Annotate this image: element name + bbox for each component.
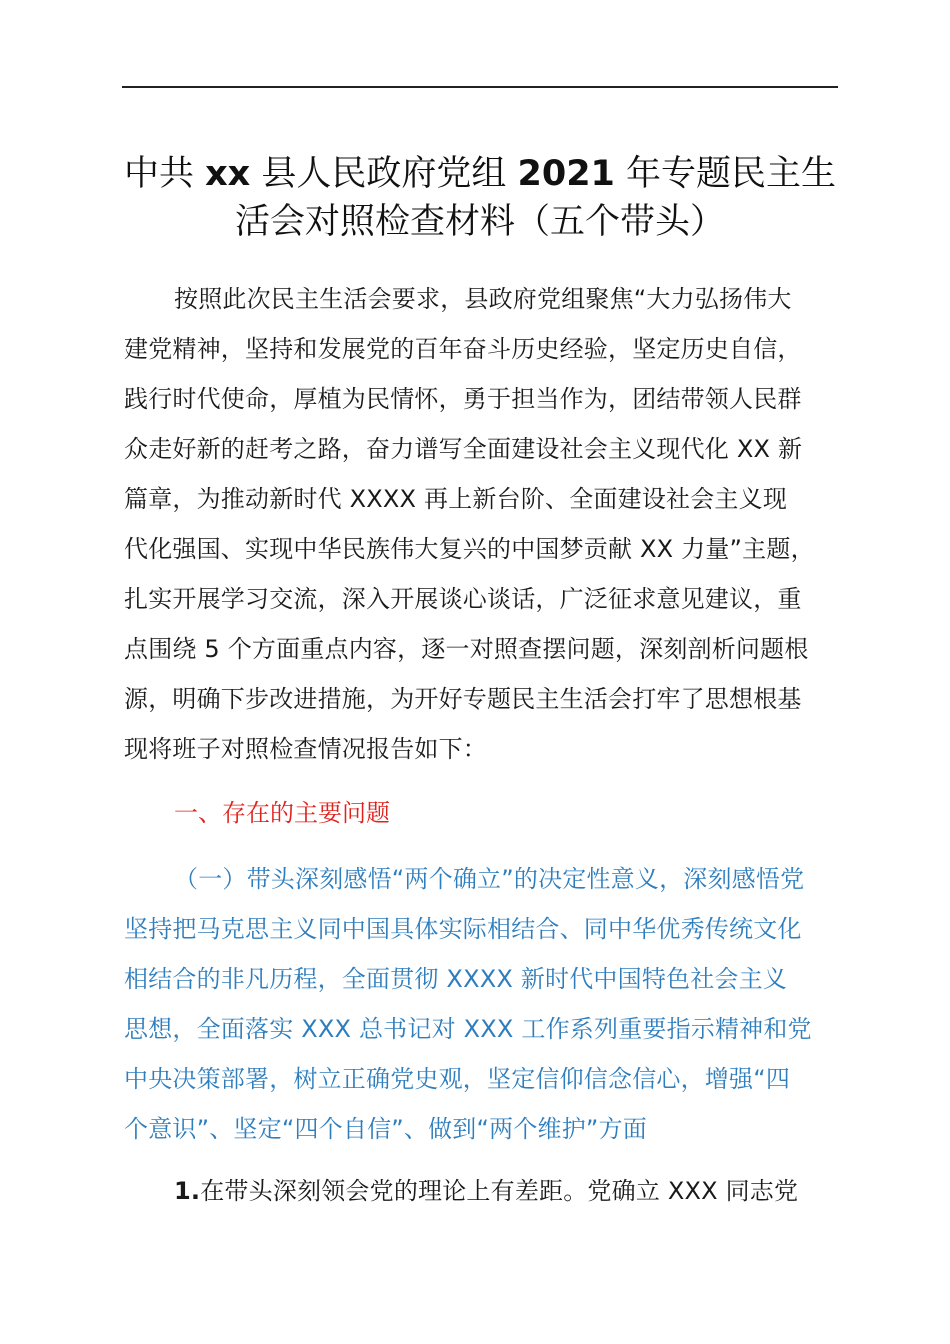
subsection-line: （一）带头深刻感悟“两个确立”的决定性意义，深刻感悟党 (174, 865, 805, 893)
intro-line: 代化强国、实现中华民族伟大复兴的中国梦贡献 XX 力量”主题， (124, 535, 815, 563)
item-1-number: 1. (174, 1177, 201, 1205)
intro-line: 源，明确下步改进措施，为开好专题民主生活会打牢了思想根基 (124, 685, 802, 713)
item-1-line (124, 1166, 844, 1216)
intro-line: 篇章，为推动新时代 XXXX 再上新台阶、全面建设社会主义现 (124, 485, 788, 513)
item-1-text: 在带头深刻领会党的理论上有差距。党确立 XXX 同志党 (200, 1177, 799, 1205)
intro-line: 众走好新的赶考之路，奋力谱写全面建设社会主义现代化 XX 新 (124, 435, 803, 463)
subsection-line: 相结合的非凡历程，全面贯彻 XXXX 新时代中国特色社会主义 (124, 965, 788, 993)
intro-line: 践行时代使命，厚植为民情怀，勇于担当作为，团结带领人民群 (124, 385, 802, 413)
section-heading: 一、存在的主要问题 (174, 799, 390, 827)
subsection-heading (124, 854, 844, 1154)
subsection-line: 个意识”、坚定“四个自信”、做到“两个维护”方面 (124, 1115, 647, 1143)
intro-line: 扎实开展学习交流，深入开展谈心谈话，广泛征求意见建议，重 (124, 585, 802, 613)
intro-line: 现将班子对照检查情况报告如下： (124, 735, 487, 763)
intro-line: 建党精神，坚持和发展党的百年奋斗历史经验，坚定历史自信， (124, 335, 802, 363)
intro-line: 点围绕 5 个方面重点内容，逐一对照查摆问题，深刻剖析问题根 (124, 635, 809, 663)
header-rule (122, 86, 838, 88)
subsection-line: 思想，全面落实 XXX 总书记对 XXX 工作系列重要指示精神和党 (124, 1015, 812, 1043)
intro-line: 按照此次民主生活会要求，县政府党组聚焦“大力弘扬伟大 (174, 285, 792, 313)
intro-paragraph (124, 274, 844, 774)
subsection-line: 坚持把马克思主义同中国具体实际相结合、同中华优秀传统文化 (124, 915, 802, 943)
subsection-line: 中央决策部署，树立正确党史观，坚定信仰信念信心，增强“四 (124, 1065, 791, 1093)
document-title (100, 150, 860, 246)
title-line-2: 活会对照检查材料（五个带头） (234, 202, 725, 242)
item-1-paragraph (124, 1166, 844, 1216)
title-line-1: 中共 xx 县人民政府党组 2021 年专题民主生 (123, 154, 837, 194)
